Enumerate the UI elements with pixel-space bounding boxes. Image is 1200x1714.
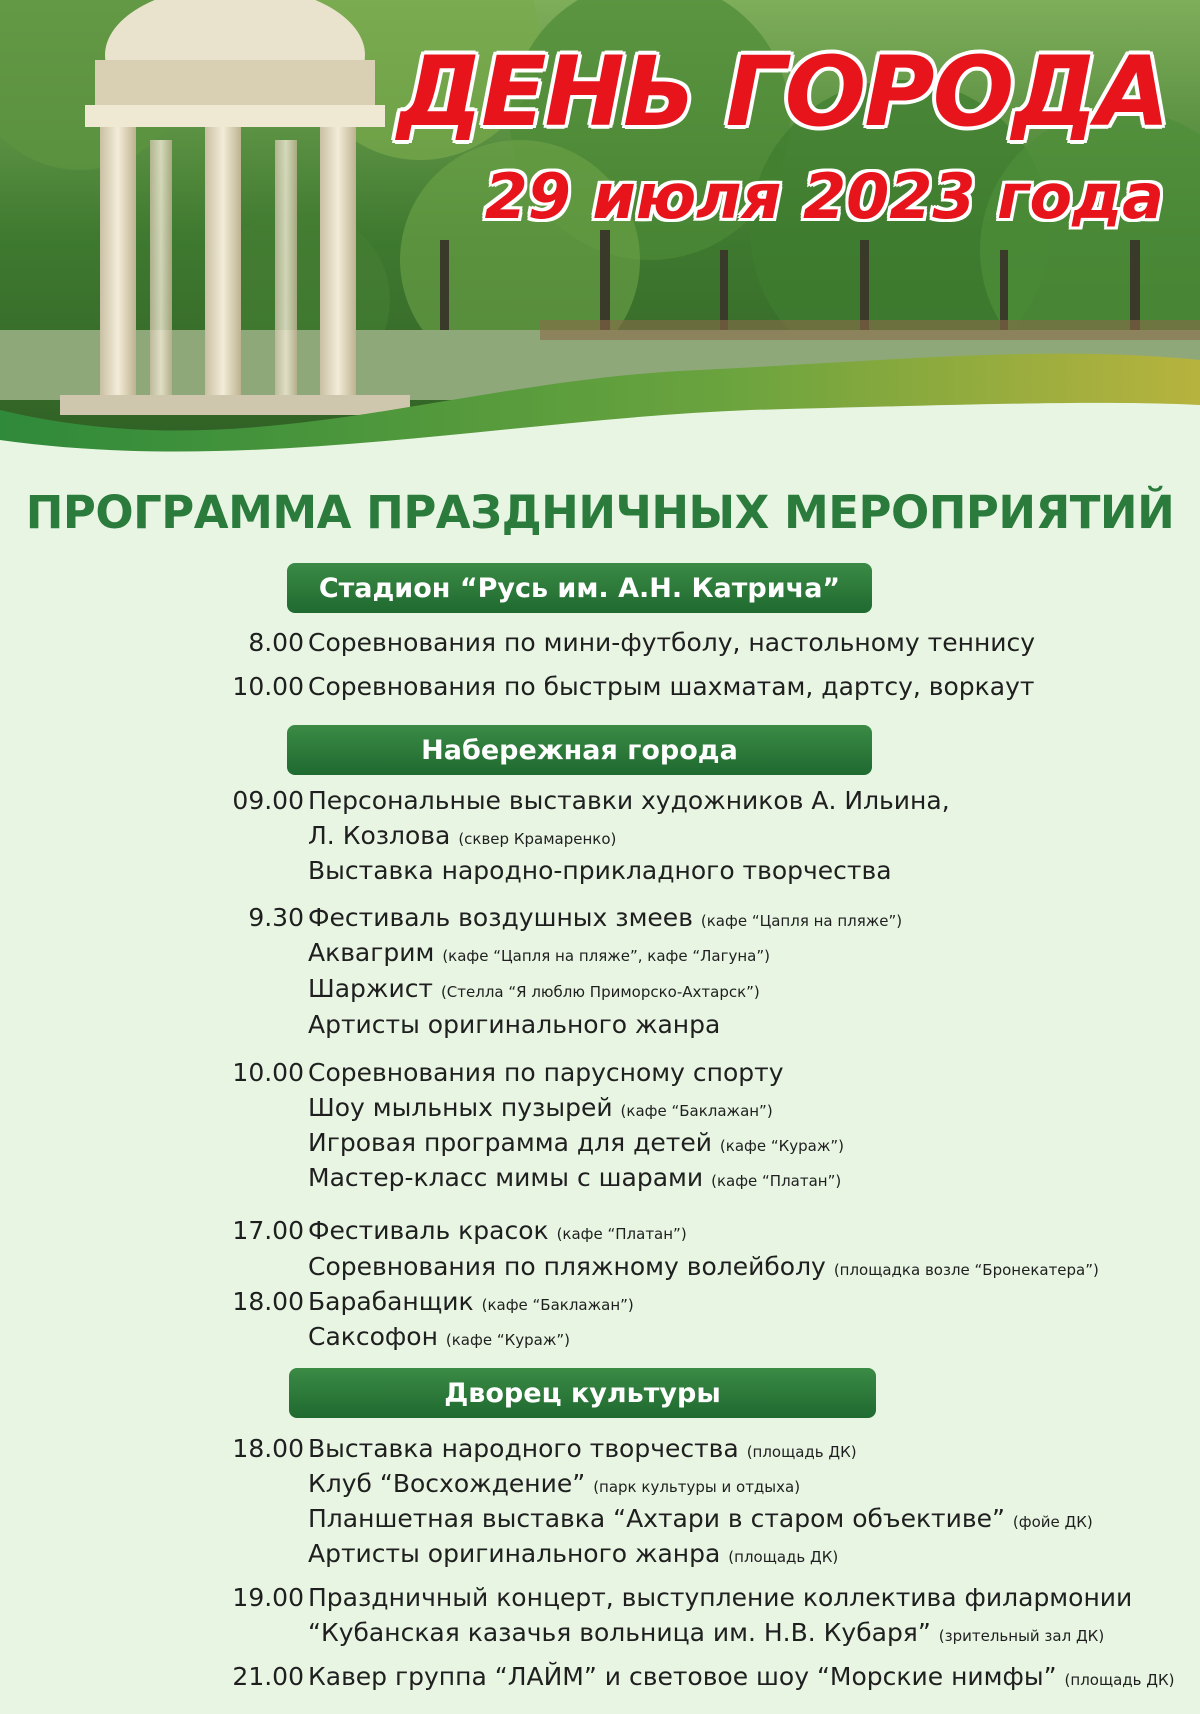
schedule-row	[0, 1616, 1200, 1650]
event-text: Мастер-класс мимы с шарами (кафе “Платан”)	[308, 1163, 842, 1192]
event-text: Выставка народного творчества (площадь ДК)	[308, 1434, 857, 1463]
event-text: Соревнования по быстрым шахматам, дартсу, воркаут	[308, 672, 1035, 701]
event-title: ДЕНЬ ГОРОДА	[397, 36, 1168, 148]
venue-note: (площадь ДК)	[728, 1548, 839, 1566]
event-date: 29 июля 2023 года	[484, 160, 1164, 233]
time-label: 17.00	[232, 1216, 304, 1245]
time-label: 21.00	[232, 1662, 304, 1691]
schedule-row	[0, 1126, 1200, 1160]
time-label: 10.00	[232, 1058, 304, 1087]
event-text: Выставка народно-прикладного творчества	[308, 856, 892, 885]
venue-note: (парк культуры и отдыха)	[593, 1478, 801, 1496]
schedule-row	[0, 972, 1200, 1006]
event-text: Аквагрим (кафе “Цапля на пляже”, кафе “Лагуна”)	[308, 938, 770, 967]
time-label: 8.00	[248, 628, 304, 657]
event-text: Фестиваль красок (кафе “Платан”)	[308, 1216, 687, 1245]
event-text: Кавер группа “ЛАЙМ” и световое шоу “Морские нимфы” (площадь ДК)	[308, 1662, 1175, 1691]
venue-note: (зрительный зал ДК)	[938, 1627, 1105, 1645]
schedule-row	[0, 1432, 1200, 1466]
venue-note: (сквер Крамаренко)	[458, 830, 617, 848]
event-text: Соревнования по мини-футболу, настольному теннису	[308, 628, 1036, 657]
schedule-row	[0, 1214, 1200, 1248]
venue-note: (кафе “Кураж”)	[719, 1137, 844, 1155]
section-header-embankment	[287, 725, 872, 775]
section-header-stadium	[287, 563, 872, 613]
hero-photo	[0, 0, 1200, 470]
section-name: Набережная города	[421, 734, 738, 766]
schedule-row	[0, 819, 1200, 853]
schedule-row	[0, 901, 1200, 935]
schedule-row	[0, 1056, 1200, 1090]
section-header-culture-palace	[289, 1368, 876, 1418]
schedule-row	[0, 1660, 1200, 1694]
schedule-row	[0, 1581, 1200, 1615]
section-name: Дворец культуры	[444, 1377, 721, 1409]
event-text: Артисты оригинального жанра (площадь ДК)	[308, 1539, 839, 1568]
time-label: 19.00	[232, 1583, 304, 1612]
time-label: 09.00	[232, 786, 304, 815]
schedule-row	[0, 1008, 1200, 1042]
time-label: 10.00	[232, 672, 304, 701]
schedule-row	[0, 1091, 1200, 1125]
event-text: “Кубанская казачья вольница им. Н.В. Кубаря” (зрительный зал ДК)	[308, 1618, 1105, 1647]
schedule-row	[0, 784, 1200, 818]
schedule-row	[0, 1320, 1200, 1354]
venue-note: (кафе “Кураж”)	[445, 1331, 570, 1349]
event-text: Соревнования по пляжному волейболу (площадка возле “Бронекатера”)	[308, 1252, 1099, 1281]
venue-note: (кафе “Баклажан”)	[481, 1296, 634, 1314]
venue-note: (Стелла “Я люблю Приморско-Ахтарск”)	[440, 983, 760, 1001]
schedule-row	[0, 1502, 1200, 1536]
venue-note: (кафе “Платан”)	[711, 1172, 842, 1190]
schedule-row	[0, 1161, 1200, 1195]
event-text: Соревнования по парусному спорту	[308, 1058, 784, 1087]
venue-note: (кафе “Цапля на пляже”)	[700, 912, 903, 930]
schedule-row	[0, 1285, 1200, 1319]
event-text: Планшетная выставка “Ахтари в старом объективе” (фойе ДК)	[308, 1504, 1093, 1533]
venue-note: (кафе “Баклажан”)	[620, 1102, 773, 1120]
event-text: Игровая программа для детей (кафе “Кураж”)	[308, 1128, 844, 1157]
time-label: 9.30	[248, 903, 304, 932]
event-text: Клуб “Восхождение” (парк культуры и отдыха)	[308, 1469, 801, 1498]
event-text: Фестиваль воздушных змеев (кафе “Цапля на пляже”)	[308, 903, 903, 932]
schedule-row	[0, 1467, 1200, 1501]
event-text: Артисты оригинального жанра	[308, 1010, 721, 1039]
program-heading: ПРОГРАММА ПРАЗДНИЧНЫХ МЕРОПРИЯТИЙ	[25, 486, 1175, 539]
schedule-row	[0, 1250, 1200, 1284]
event-text: Барабанщик (кафе “Баклажан”)	[308, 1287, 634, 1316]
venue-note: (фойе ДК)	[1012, 1513, 1093, 1531]
schedule-row	[0, 670, 1200, 704]
time-label: 18.00	[232, 1287, 304, 1316]
venue-note: (площадка возле “Бронекатера”)	[833, 1261, 1099, 1279]
schedule-row	[0, 854, 1200, 888]
schedule-row	[0, 1537, 1200, 1571]
schedule-row	[0, 626, 1200, 660]
venue-note: (кафе “Цапля на пляже”, кафе “Лагуна”)	[442, 947, 770, 965]
venue-note: (площадь ДК)	[746, 1443, 857, 1461]
venue-note: (кафе “Платан”)	[556, 1225, 687, 1243]
event-text: Праздничный концерт, выступление коллектива филармонии	[308, 1583, 1133, 1612]
venue-note: (площадь ДК)	[1064, 1671, 1175, 1689]
event-text: Шоу мыльных пузырей (кафе “Баклажан”)	[308, 1093, 773, 1122]
event-text: Л. Козлова (сквер Крамаренко)	[308, 821, 617, 850]
section-name: Стадион “Русь им. А.Н. Катрича”	[318, 572, 841, 604]
event-text: Шаржист (Стелла “Я люблю Приморско-Ахтарск”)	[308, 974, 760, 1003]
schedule-row	[0, 936, 1200, 970]
event-text: Персональные выставки художников А. Ильина,	[308, 786, 950, 815]
event-text: Саксофон (кафе “Кураж”)	[308, 1322, 570, 1351]
time-label: 18.00	[232, 1434, 304, 1463]
